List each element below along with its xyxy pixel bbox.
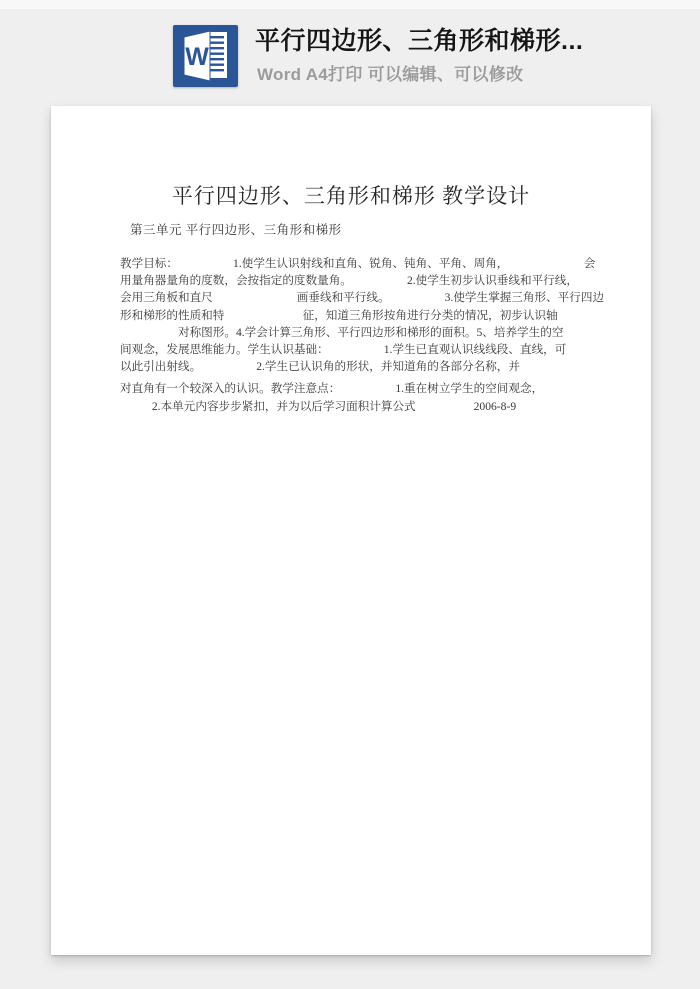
- body-line: 用量角器量角的度数，会按指定的度数量角。 2.使学生初步认识垂线和平行线，: [120, 274, 578, 288]
- body-line: 对称图形。4.学会计算三角形、平行四边形和梯形的面积。5、培养学生的空: [120, 325, 564, 339]
- body-line: 形和梯形的性质和特 征，知道三角形按角进行分类的情况，初步认识轴: [120, 308, 558, 322]
- document-body: [120, 255, 640, 415]
- header: [0, 0, 700, 95]
- body-line: 以此引出射线。 2.学生已认识角的形状，并知道角的各部分名称，并: [120, 360, 520, 374]
- body-line: 对直角有一个较深入的认识。教学注意点： 1.重在树立学生的空间观念，: [120, 382, 544, 396]
- body-line: 间观念，发展思维能力。学生认识基础： 1.学生已直观认识线线段、直线，可: [120, 343, 567, 357]
- body-line: 教学目标： 1.使学生认识射线和直角、锐角、钝角、平角、周角， 会: [120, 257, 596, 270]
- section-heading: 第三单元 平行四边形、三角形和梯形: [130, 223, 342, 237]
- document-title: 平行四边形、三角形和梯形 教学设计: [171, 184, 531, 208]
- file-title: 平行四边形、三角形和梯形...: [255, 27, 584, 55]
- file-subtitle: Word A4打印 可以编辑、可以修改: [257, 65, 524, 84]
- body-line: 2.本单元内容步步紧扣，并为以后学习面积计算公式 2006-8-9: [120, 399, 517, 413]
- document-page: [51, 106, 651, 955]
- word-icon-letter: W: [185, 43, 209, 71]
- word-icon: [173, 25, 238, 87]
- body-line: 会用三角板和直尺 画垂线和平行线。 3.使学生掌握三角形、平行四边: [120, 291, 605, 305]
